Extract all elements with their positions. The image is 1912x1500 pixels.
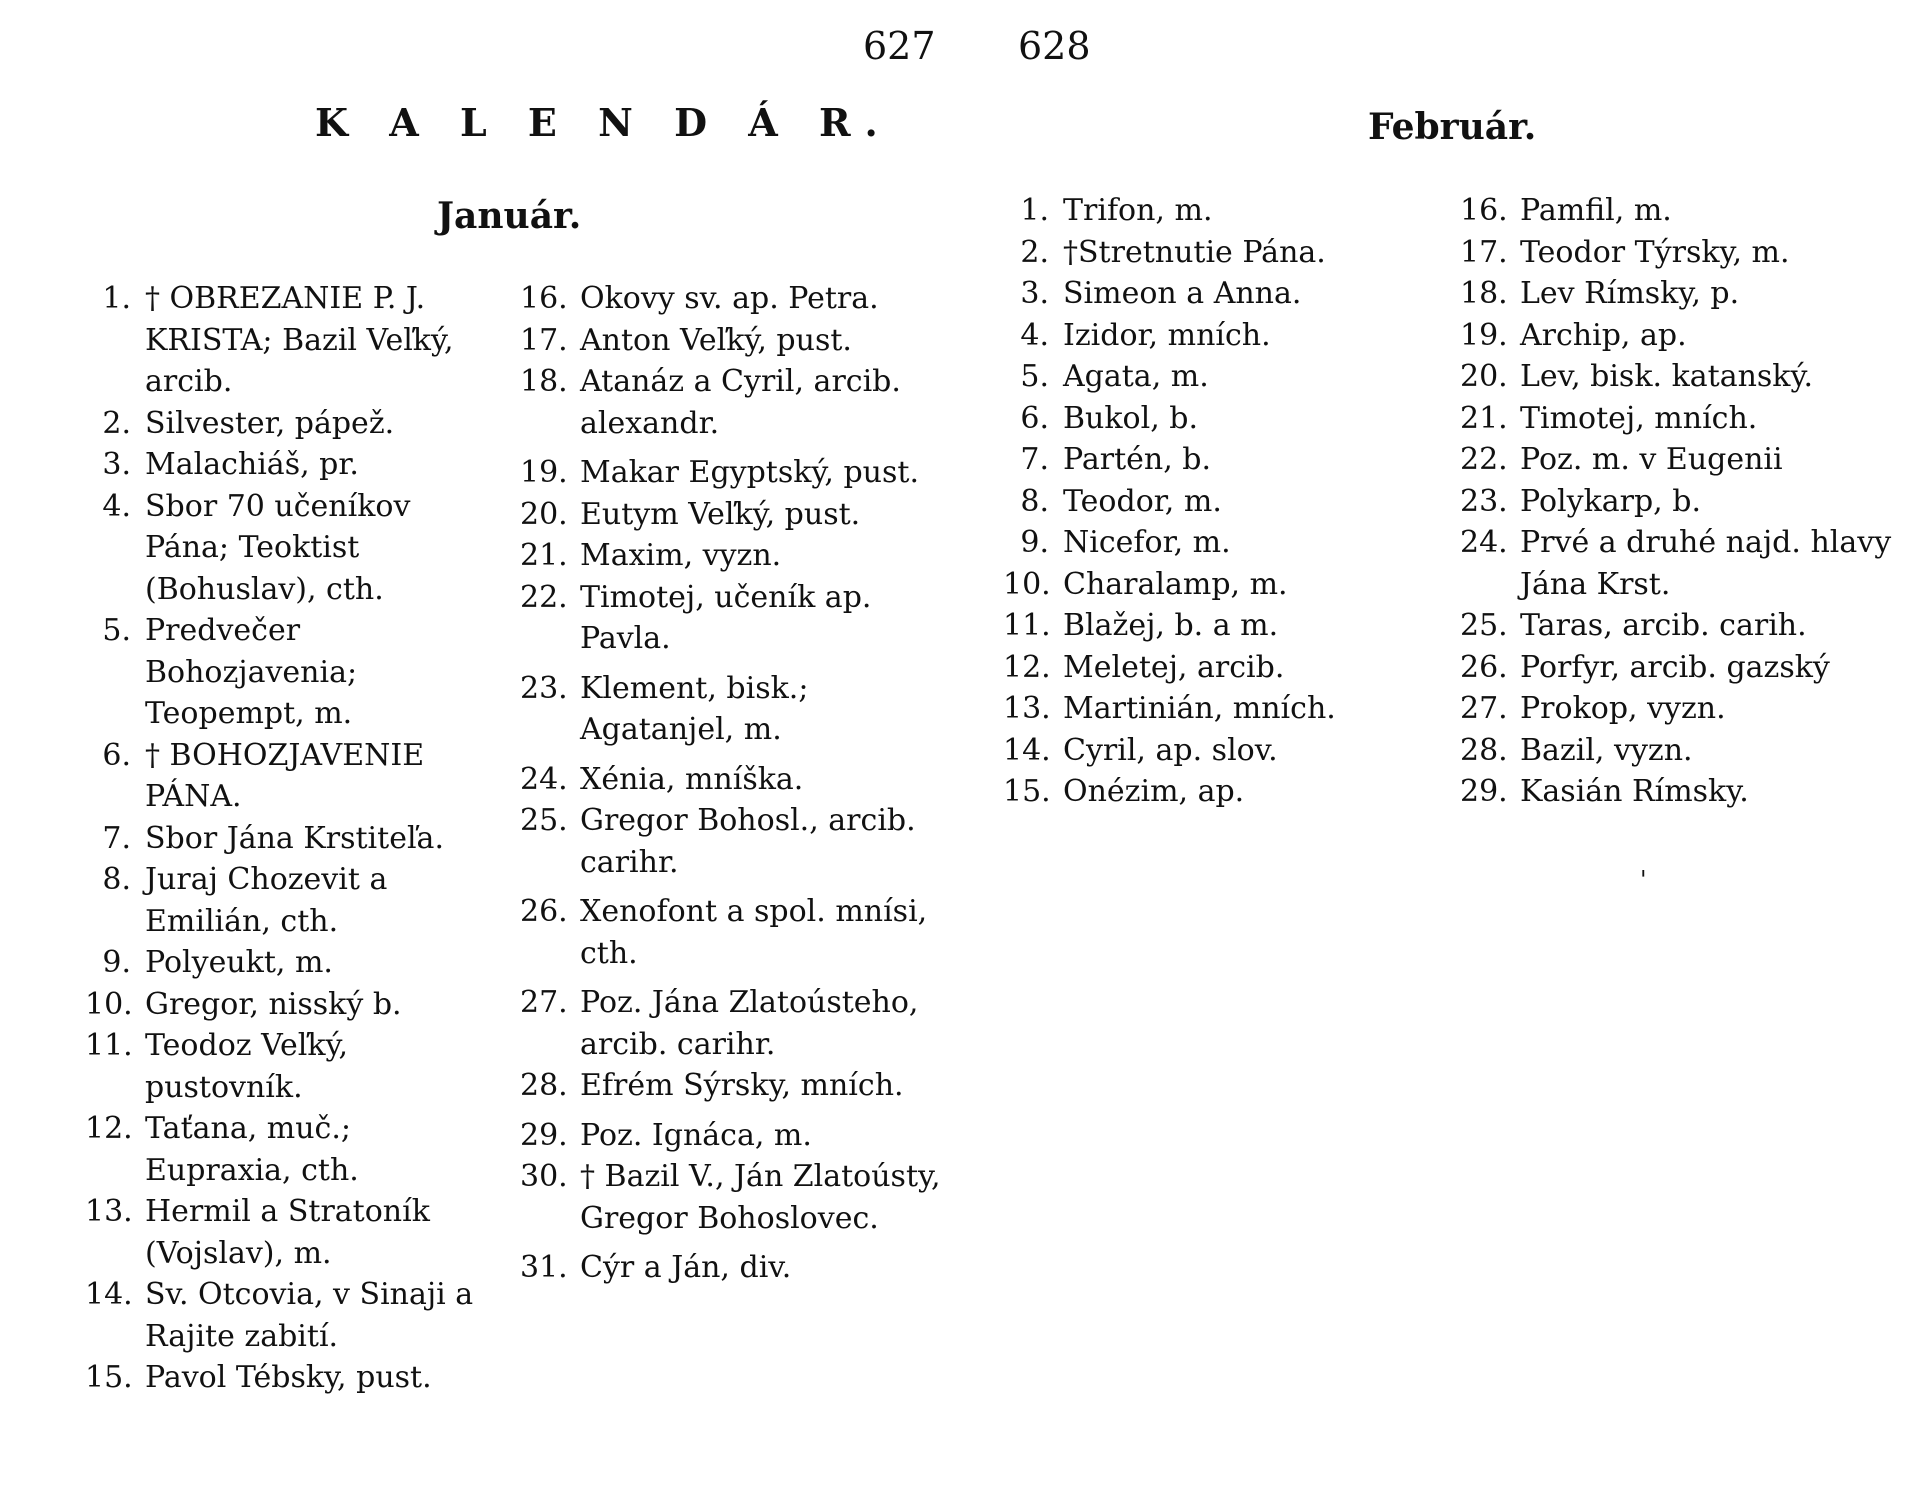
entry-day-number: 13. bbox=[1003, 691, 1051, 726]
calendar-entry bbox=[1003, 481, 1403, 523]
february-heading: Február. bbox=[1368, 106, 1537, 148]
calendar-entry bbox=[520, 1247, 945, 1289]
entry-day-number: 14. bbox=[85, 1277, 133, 1312]
entry-day-number: 5. bbox=[1020, 359, 1049, 394]
entry-saint-name: Pavol Tébsky, pust. bbox=[145, 1360, 432, 1395]
calendar-entry bbox=[1460, 232, 1900, 274]
entry-day-number: 7. bbox=[102, 820, 131, 856]
entry-day-number: 26. bbox=[1460, 649, 1508, 685]
entry-day-number: 3. bbox=[1020, 276, 1049, 311]
entry-saint-name: † Bazil V., Ján Zlatoústy, Gregor Bohoslovec. bbox=[580, 1159, 941, 1236]
calendar-entry bbox=[1460, 190, 1900, 232]
calendar-entry bbox=[85, 984, 495, 1026]
entry-saint-name: Okovy sv. ap. Petra. bbox=[580, 281, 879, 316]
entry-day-number: 13. bbox=[85, 1194, 133, 1229]
entry-saint-name: †Stretnutie Pána. bbox=[1063, 234, 1326, 270]
entry-saint-name: Sbor Jána Krstiteľa. bbox=[145, 820, 444, 856]
entry-saint-name: Maxim, vyzn. bbox=[580, 538, 782, 573]
entry-saint-name: Izidor, mních. bbox=[1063, 317, 1271, 353]
entry-saint-name: Anton Veľký, pust. bbox=[580, 322, 852, 358]
entry-day-number: 18. bbox=[1460, 276, 1508, 311]
entry-day-number: 30. bbox=[520, 1159, 568, 1194]
entry-day-number: 25. bbox=[520, 803, 568, 838]
entry-saint-name: Xenofont a spol. mnísi, cth. bbox=[580, 894, 928, 971]
calendar-entry bbox=[520, 1156, 945, 1239]
calendar-entry bbox=[1003, 439, 1403, 481]
entry-day-number: 29. bbox=[520, 1117, 568, 1153]
entry-saint-name: Poz. Jána Zlatoústeho, arcib. carihr. bbox=[580, 985, 919, 1062]
calendar-entry bbox=[85, 859, 495, 942]
calendar-entry bbox=[1003, 564, 1403, 606]
calendar-entry bbox=[85, 1191, 495, 1274]
calendar-entry bbox=[1460, 315, 1900, 357]
calendar-title: K A L E N D Á R. bbox=[315, 100, 892, 145]
calendar-entry bbox=[85, 818, 495, 860]
entry-day-number: 21. bbox=[520, 538, 568, 573]
entry-saint-name: Gregor, nisský b. bbox=[145, 986, 402, 1022]
entry-day-number: 22. bbox=[1460, 442, 1508, 477]
february-column-1 bbox=[1003, 190, 1403, 813]
entry-saint-name: Klement, bisk.; Agatanjel, m. bbox=[580, 670, 809, 747]
entry-saint-name: Simeon a Anna. bbox=[1063, 276, 1302, 311]
calendar-entry bbox=[520, 577, 945, 660]
calendar-entry bbox=[85, 735, 495, 818]
entry-day-number: 14. bbox=[1003, 732, 1051, 768]
entry-day-number: 17. bbox=[1460, 234, 1508, 270]
entry-saint-name: Timotej, učeník ap. Pavla. bbox=[580, 579, 872, 656]
calendar-entry bbox=[520, 1115, 945, 1157]
calendar-entry bbox=[520, 361, 945, 444]
entry-saint-name: Eutym Veľký, pust. bbox=[580, 496, 861, 532]
entry-day-number: 8. bbox=[102, 862, 131, 897]
stray-mark: ' bbox=[1640, 866, 1647, 894]
calendar-entry bbox=[1003, 356, 1403, 398]
entry-day-number: 27. bbox=[1460, 691, 1508, 726]
entry-saint-name: Gregor Bohosl., arcib. carihr. bbox=[580, 803, 916, 880]
entry-day-number: 10. bbox=[1003, 566, 1051, 602]
entry-day-number: 16. bbox=[520, 281, 568, 316]
calendar-entry bbox=[520, 1065, 945, 1107]
calendar-entry bbox=[1460, 688, 1900, 730]
entry-saint-name: Bukol, b. bbox=[1063, 400, 1199, 436]
calendar-entry bbox=[1003, 273, 1403, 315]
entry-day-number: 23. bbox=[520, 670, 568, 706]
entry-saint-name: † BOHOZJAVENIE PÁNA. bbox=[145, 737, 425, 814]
entry-day-number: 28. bbox=[1460, 732, 1508, 768]
january-heading: Január. bbox=[437, 195, 582, 237]
entry-day-number: 7. bbox=[1020, 442, 1049, 477]
calendar-entry bbox=[1460, 356, 1900, 398]
entry-saint-name: Efrém Sýrsky, mních. bbox=[580, 1068, 904, 1103]
entry-day-number: 27. bbox=[520, 985, 568, 1020]
entry-saint-name: Silvester, pápež. bbox=[145, 405, 395, 441]
entry-saint-name: Meletej, arcib. bbox=[1063, 649, 1285, 685]
calendar-entry bbox=[1460, 605, 1900, 647]
calendar-entry bbox=[1460, 398, 1900, 440]
entry-day-number: 3. bbox=[102, 447, 131, 482]
entry-saint-name: Blažej, b. a m. bbox=[1063, 608, 1279, 643]
entry-day-number: 24. bbox=[1460, 525, 1508, 560]
entry-saint-name: Teodor, m. bbox=[1063, 483, 1222, 519]
calendar-entry bbox=[85, 1108, 495, 1191]
calendar-entry bbox=[85, 403, 495, 445]
entry-saint-name: Porfyr, arcib. gazský bbox=[1520, 649, 1830, 685]
entry-day-number: 11. bbox=[1003, 608, 1051, 643]
entry-saint-name: Hermil a Stratoník (Vojslav), m. bbox=[145, 1194, 430, 1271]
entry-saint-name: Archip, ap. bbox=[1520, 317, 1687, 353]
entry-saint-name: Poz. m. v Eugenii bbox=[1520, 442, 1783, 477]
calendar-entry bbox=[1460, 647, 1900, 689]
entry-saint-name: Lev, bisk. katanský. bbox=[1520, 359, 1813, 394]
entry-saint-name: Poz. Ignáca, m. bbox=[580, 1117, 812, 1153]
calendar-entry bbox=[1460, 439, 1900, 481]
entry-saint-name: Malachiáš, pr. bbox=[145, 447, 359, 482]
entry-day-number: 9. bbox=[1020, 525, 1049, 560]
entry-day-number: 16. bbox=[1460, 193, 1508, 228]
calendar-entry bbox=[1003, 688, 1403, 730]
entry-day-number: 8. bbox=[1020, 483, 1049, 519]
calendar-entry bbox=[1003, 605, 1403, 647]
entry-day-number: 9. bbox=[102, 945, 131, 980]
page-number-left: 627 bbox=[863, 24, 936, 68]
entry-day-number: 15. bbox=[85, 1360, 133, 1395]
entry-day-number: 21. bbox=[1460, 400, 1508, 436]
entry-day-number: 15. bbox=[1003, 774, 1051, 809]
calendar-entry bbox=[1003, 522, 1403, 564]
calendar-entry bbox=[85, 1025, 495, 1108]
entry-saint-name: Makar Egyptský, pust. bbox=[580, 455, 919, 490]
entry-saint-name: Teodoz Veľký, pustovník. bbox=[145, 1028, 349, 1105]
entry-saint-name: Prvé a druhé najd. hlavy Jána Krst. bbox=[1520, 525, 1892, 602]
entry-saint-name: Sv. Otcovia, v Sinaji a Rajite zabití. bbox=[145, 1277, 474, 1354]
calendar-entry bbox=[1003, 398, 1403, 440]
entry-saint-name: Cyril, ap. slov. bbox=[1063, 732, 1278, 768]
entry-saint-name: Martinián, mních. bbox=[1063, 691, 1336, 726]
calendar-entry bbox=[85, 278, 495, 403]
calendar-entry bbox=[85, 942, 495, 984]
entry-saint-name: Charalamp, m. bbox=[1063, 566, 1288, 602]
entry-day-number: 4. bbox=[102, 488, 131, 524]
entry-day-number: 12. bbox=[85, 1111, 133, 1146]
entry-saint-name: Teodor Týrsky, m. bbox=[1520, 234, 1790, 270]
calendar-entry bbox=[85, 1274, 495, 1357]
entry-day-number: 10. bbox=[85, 986, 133, 1022]
january-column-1 bbox=[85, 278, 495, 1399]
calendar-entry bbox=[85, 444, 495, 486]
january-column-2 bbox=[520, 278, 945, 1289]
entry-day-number: 31. bbox=[520, 1250, 568, 1285]
entry-day-number: 19. bbox=[1460, 317, 1508, 353]
calendar-entry bbox=[520, 891, 945, 974]
entry-saint-name: Onézim, ap. bbox=[1063, 774, 1245, 809]
entry-day-number: 19. bbox=[520, 455, 568, 490]
calendar-entry bbox=[1003, 315, 1403, 357]
calendar-entry bbox=[85, 610, 495, 735]
entry-saint-name: † OBREZANIE P. J. KRISTA; Bazil Veľký, arcib. bbox=[145, 281, 454, 399]
entry-saint-name: Predvečer Bohozjavenia; Teopempt, m. bbox=[145, 613, 358, 731]
entry-saint-name: Pamfil, m. bbox=[1520, 193, 1672, 228]
entry-saint-name: Cýr a Ján, div. bbox=[580, 1250, 792, 1285]
entry-day-number: 1. bbox=[1020, 193, 1049, 228]
calendar-entry bbox=[520, 494, 945, 536]
entry-saint-name: Atanáz a Cyril, arcib. alexandr. bbox=[580, 364, 901, 441]
entry-day-number: 12. bbox=[1003, 649, 1051, 685]
entry-day-number: 4. bbox=[1020, 317, 1049, 353]
entry-day-number: 24. bbox=[520, 761, 568, 797]
entry-day-number: 18. bbox=[520, 364, 568, 399]
calendar-entry bbox=[520, 982, 945, 1065]
entry-day-number: 6. bbox=[1020, 400, 1049, 436]
calendar-entry bbox=[520, 535, 945, 577]
calendar-entry bbox=[1460, 481, 1900, 523]
calendar-entry bbox=[520, 278, 945, 320]
entry-day-number: 17. bbox=[520, 322, 568, 358]
entry-saint-name: Lev Rímsky, p. bbox=[1520, 276, 1740, 311]
entry-day-number: 22. bbox=[520, 579, 568, 615]
calendar-entry bbox=[1460, 273, 1900, 315]
entry-day-number: 23. bbox=[1460, 483, 1508, 519]
entry-day-number: 1. bbox=[102, 281, 131, 316]
entry-day-number: 29. bbox=[1460, 774, 1508, 809]
entry-saint-name: Bazil, vyzn. bbox=[1520, 732, 1693, 768]
entry-day-number: 11. bbox=[85, 1028, 133, 1063]
calendar-entry bbox=[1003, 647, 1403, 689]
page-number-right: 628 bbox=[1018, 24, 1091, 68]
entry-saint-name: Taras, arcib. carih. bbox=[1520, 608, 1807, 643]
calendar-entry bbox=[85, 486, 495, 611]
entry-day-number: 25. bbox=[1460, 608, 1508, 643]
entry-day-number: 28. bbox=[520, 1068, 568, 1103]
entry-saint-name: Trifon, m. bbox=[1063, 193, 1213, 228]
entry-day-number: 5. bbox=[102, 613, 131, 648]
calendar-entry bbox=[1003, 730, 1403, 772]
calendar-entry bbox=[1460, 730, 1900, 772]
calendar-entry bbox=[85, 1357, 495, 1399]
entry-day-number: 2. bbox=[102, 405, 131, 441]
entry-saint-name: Prokop, vyzn. bbox=[1520, 691, 1726, 726]
entry-saint-name: Xénia, mníška. bbox=[580, 761, 804, 797]
entry-saint-name: Polyeukt, m. bbox=[145, 945, 333, 980]
calendar-entry bbox=[520, 320, 945, 362]
calendar-entry bbox=[1003, 771, 1403, 813]
entry-day-number: 2. bbox=[1020, 234, 1049, 270]
entry-day-number: 20. bbox=[1460, 359, 1508, 394]
entry-saint-name: Taťana, muč.; Eupraxia, cth. bbox=[145, 1111, 359, 1188]
entry-saint-name: Kasián Rímsky. bbox=[1520, 774, 1749, 809]
calendar-entry bbox=[520, 452, 945, 494]
entry-saint-name: Polykarp, b. bbox=[1520, 483, 1701, 519]
calendar-entry bbox=[520, 800, 945, 883]
entry-saint-name: Nicefor, m. bbox=[1063, 525, 1231, 560]
calendar-entry bbox=[520, 759, 945, 801]
calendar-entry bbox=[1003, 232, 1403, 274]
calendar-entry bbox=[1003, 190, 1403, 232]
entry-day-number: 26. bbox=[520, 894, 568, 929]
calendar-entry bbox=[1460, 522, 1900, 605]
entry-saint-name: Timotej, mních. bbox=[1520, 400, 1758, 436]
entry-saint-name: Agata, m. bbox=[1063, 359, 1209, 394]
february-column-2 bbox=[1460, 190, 1900, 813]
entry-saint-name: Sbor 70 učeníkov Pána; Teoktist (Bohuslav), cth. bbox=[145, 488, 411, 607]
entry-saint-name: Juraj Chozevit a Emilián, cth. bbox=[145, 862, 388, 939]
entry-saint-name: Partén, b. bbox=[1063, 442, 1212, 477]
calendar-entry bbox=[1460, 771, 1900, 813]
entry-day-number: 20. bbox=[520, 496, 568, 532]
entry-day-number: 6. bbox=[102, 737, 131, 773]
calendar-entry bbox=[520, 668, 945, 751]
